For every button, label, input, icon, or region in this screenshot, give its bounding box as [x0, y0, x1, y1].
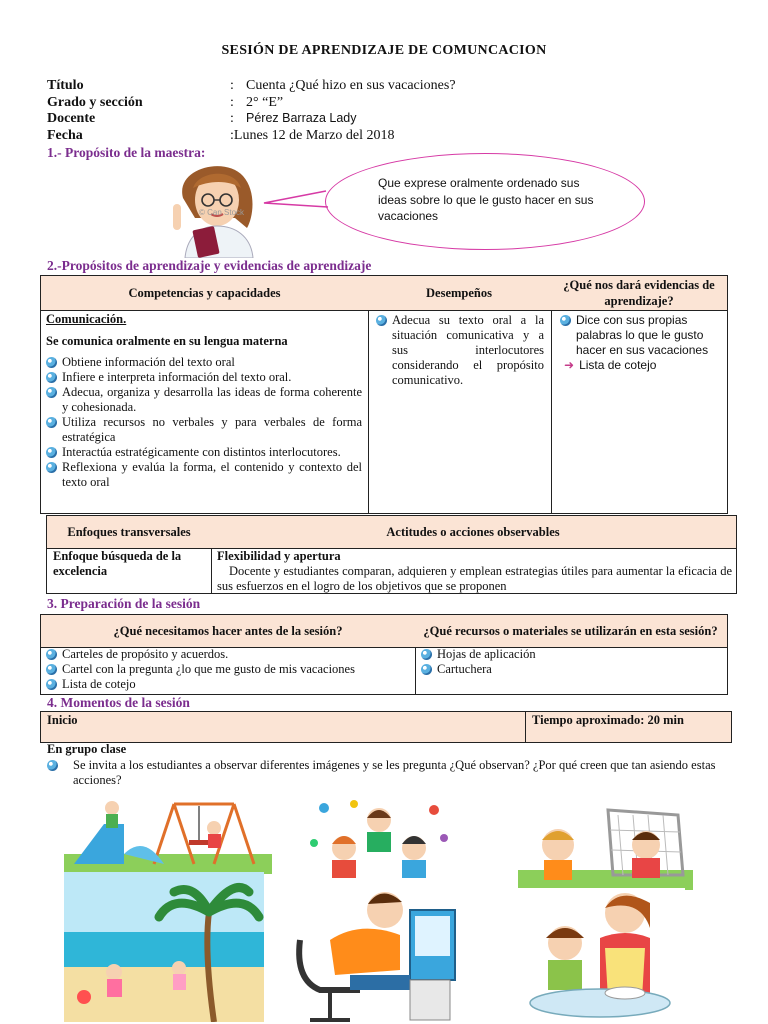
- list-item: Hojas de aplicación: [421, 647, 721, 662]
- table-header: ¿Qué necesitamos hacer antes de la sesión?: [40, 614, 416, 648]
- competences-cell: [46, 312, 362, 490]
- field-value-date: Lunes 12 de Marzo del 2018: [233, 128, 395, 143]
- field-sep: :: [230, 111, 234, 126]
- field-sep: :: [230, 95, 234, 110]
- area-label: Comunicación.: [46, 312, 127, 326]
- field-sep: :: [230, 78, 234, 93]
- kids-group-illustration: [304, 798, 454, 878]
- field-key-teacher: Docente: [47, 111, 96, 126]
- field-value-teacher: Pérez Barraza Lady: [246, 111, 357, 125]
- bullet-icon: [421, 664, 432, 675]
- section3-heading: 3. Preparación de la sesión: [47, 596, 201, 611]
- bullet-icon: [376, 315, 387, 326]
- arrow-bullet-icon: ➜: [564, 358, 575, 372]
- divider: [525, 712, 526, 742]
- moments-table: [40, 711, 732, 743]
- list-item: Carteles de propósito y acuerdos.: [46, 647, 410, 662]
- instruction: Se invita a los estudiantes a observar diferentes imágenes y se les pregunta ¿Qué observan? ¿Por qué creen que tan asiendo estas acciones?: [47, 758, 723, 788]
- list-item: Infiere e interpreta información del texto oral.: [46, 370, 362, 385]
- list-item: ➜ Lista de cotejo: [564, 358, 657, 372]
- watermark: © Can Stock: [199, 208, 245, 217]
- bullet-icon: [46, 372, 57, 383]
- section4-heading: 4. Momentos de la sesión: [47, 695, 190, 710]
- field-key-grade: Grado y sección: [47, 95, 143, 110]
- field-key-date: Fecha: [47, 128, 83, 143]
- bullet-icon: [47, 760, 58, 771]
- bullet-icon: [46, 447, 57, 458]
- attitude-title: Flexibilidad y apertura: [217, 549, 341, 563]
- materials-list: [421, 647, 721, 677]
- bullet-icon: [46, 417, 57, 428]
- approach-name: Enfoque búsqueda de la excelencia: [53, 549, 182, 578]
- playground-illustration: [64, 794, 272, 874]
- attitude-text: Docente y estudiantes comparan, adquieren y emplean estrategias útiles para aumentar la eficacia de sus esfuerzos en el logro de los objetivos que se proponen: [217, 564, 732, 593]
- table-header: Desempeños: [367, 275, 552, 311]
- bullet-icon: [46, 679, 57, 690]
- field-key-title: Título: [47, 78, 84, 93]
- bullet-icon: [46, 462, 57, 473]
- start-label: Inicio: [47, 713, 78, 727]
- list-item: Dice con sus propias palabras lo que le gusto hacer en sus vacaciones: [560, 313, 722, 358]
- list-item: Cartel con la pregunta ¿lo que me gusto de mis vacaciones: [46, 662, 410, 677]
- time-label: Tiempo aproximado: 20 min: [532, 713, 684, 727]
- soccer-kids-illustration: [518, 800, 693, 890]
- teacher-illustration: [165, 158, 270, 258]
- field-date-line: :Lunes 12 de Marzo del 2018: [230, 128, 395, 143]
- field-value-title: Cuenta ¿Qué hizo en sus vacaciones?: [246, 78, 456, 93]
- competence-label: Se comunica oralmente en su lengua materna: [46, 334, 288, 348]
- list-item: Cartuchera: [421, 662, 721, 677]
- section2-heading: 2.-Propósitos de aprendizaje y evidencias de aprendizaje: [47, 258, 372, 273]
- list-item: Reflexiona y evalúa la forma, el contenido y contexto del texto oral: [46, 460, 362, 490]
- bullet-icon: [560, 315, 571, 326]
- before-list: [46, 647, 410, 692]
- computer-kid-illustration: [290, 880, 465, 1022]
- bullet-icon: [46, 387, 57, 398]
- beach-illustration: [64, 872, 264, 1022]
- list-item: Utiliza recursos no verbales y para verbales de forma estratégica: [46, 415, 362, 445]
- table-header: ¿Qué nos dará evidencias de aprendizaje?: [551, 275, 728, 311]
- list-item: Obtiene información del texto oral: [46, 355, 362, 370]
- table-header: Actitudes o acciones observables: [210, 515, 737, 549]
- approaches-table: [46, 515, 738, 595]
- section1-heading: 1.- Propósito de la maestra:: [47, 145, 206, 160]
- dishwashing-illustration: [510, 888, 685, 1022]
- list-item: Interactúa estratégicamente con distintos interlocutores.: [46, 445, 362, 460]
- table-header: Enfoques transversales: [46, 515, 212, 549]
- evidence-cell: [560, 313, 722, 373]
- list-item: Adecua, organiza y desarrolla las ideas de forma coherente y cohesionada.: [46, 385, 362, 415]
- table-header: ¿Qué recursos o materiales se utilizarán en esta sesión?: [414, 614, 728, 648]
- bullet-icon: [46, 664, 57, 675]
- bullet-icon: [46, 649, 57, 660]
- competences-table: [40, 275, 729, 515]
- document-title: SESIÓN DE APRENDIZAJE DE COMUNCACION: [221, 43, 547, 58]
- speech-bubble-text: Que exprese oralmente ordenado sus ideas sobre lo que le gusto hacer en sus vacaciones: [378, 176, 594, 223]
- bullet-icon: [46, 357, 57, 368]
- performance-cell: [376, 313, 544, 388]
- field-value-grade: 2° “E”: [246, 95, 284, 110]
- group-label: En grupo clase: [47, 742, 127, 756]
- preparation-table: [40, 614, 729, 696]
- bubble-tail-icon: [262, 183, 332, 213]
- bullet-icon: [421, 649, 432, 660]
- list-item: Adecua su texto oral a la situación comunicativa y a sus interlocutores considerando el propósito comunicativo.: [376, 313, 544, 388]
- table-header: Competencias y capacidades: [40, 275, 369, 311]
- list-item: Lista de cotejo: [46, 677, 410, 692]
